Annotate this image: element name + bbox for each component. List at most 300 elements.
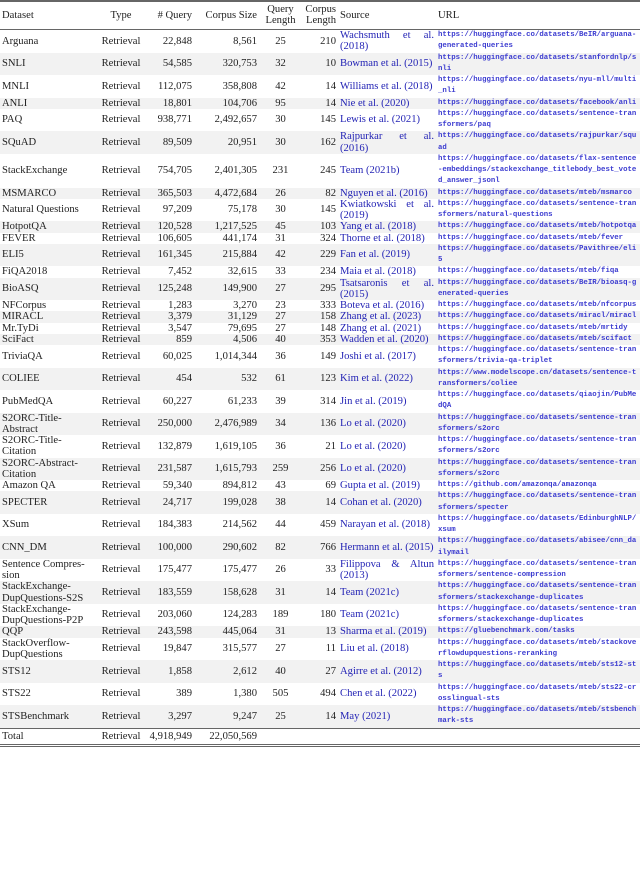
table-row — [0, 300, 640, 311]
cell-corpus-size: 2,492,657 — [214, 114, 257, 126]
cell-corpus-size: 149,900 — [222, 283, 257, 295]
cell-query-length: 25 — [275, 35, 286, 47]
cell-source-link[interactable]: Zhang et al. (2023) — [340, 311, 422, 323]
cell-url-link[interactable]: https://huggingface.co/datasets/mteb/hotpotqa — [438, 222, 637, 231]
cell-query: 859 — [176, 333, 192, 345]
cell-source-link[interactable]: Team (2021c) — [340, 586, 399, 598]
cell-query-length: 31 — [275, 586, 286, 598]
cell-url-link[interactable]: https://www.modelscope.cn/datasets/sentence-transformers/coliee — [438, 368, 637, 388]
cell-url-link[interactable]: https://huggingface.co/datasets/sentence-transformers/stackexchange-duplicates — [438, 604, 637, 624]
cell-query: 89,509 — [162, 136, 192, 148]
cell-source-link[interactable]: Bowman et al. (2015) — [340, 58, 433, 70]
cell-type: Retrieval — [101, 58, 141, 70]
cell-corpus-length: 180 — [320, 609, 336, 621]
cell-type: Retrieval — [101, 114, 141, 126]
cell-query: 54,585 — [162, 58, 192, 70]
cell-corpus-size: 20,951 — [227, 136, 257, 148]
cell-query: 184,383 — [157, 519, 192, 531]
table-row — [0, 435, 640, 458]
cell-corpus-size: 4,506 — [233, 333, 257, 345]
cell-type: Retrieval — [101, 586, 141, 598]
cell-query-length: 23 — [275, 300, 286, 311]
cell-query-length: 42 — [275, 80, 286, 92]
table-row — [0, 98, 640, 109]
cell-corpus-length: 14 — [325, 97, 336, 109]
cell-url-link[interactable]: https://huggingface.co/datasets/sentence-transformers/sentence-compression — [438, 559, 637, 579]
cell-source-link[interactable]: Team (2021b) — [340, 165, 400, 176]
cell-source-link[interactable]: Filippova & Altun (2013) — [340, 558, 434, 581]
cell-query: 938,771 — [157, 114, 192, 126]
cell-corpus-size: 79,695 — [227, 322, 257, 334]
header-query-length: Query Length — [259, 1, 302, 30]
cell-corpus-size: 2,476,989 — [214, 418, 257, 430]
table-row — [0, 683, 640, 706]
cell-dataset: NFCorpus — [2, 300, 47, 311]
cell-corpus-length: 14 — [325, 710, 336, 722]
table-row — [0, 311, 640, 322]
cell-type: Retrieval — [101, 165, 141, 176]
cell-url-link[interactable]: https://huggingface.co/datasets/mteb/fever — [438, 233, 624, 242]
table-row — [0, 581, 640, 604]
table-row — [0, 458, 640, 481]
cell-corpus-size: 290,602 — [222, 541, 257, 553]
cell-query: 161,345 — [157, 249, 192, 261]
cell-source-link[interactable]: Rajpurkar et al. (2016) — [340, 131, 434, 154]
cell-dataset: HotpotQA — [2, 221, 47, 233]
cell-url-link[interactable]: https://huggingface.co/datasets/rajpurkar/squad — [438, 132, 637, 152]
cell-query: 60,025 — [162, 350, 192, 362]
cell-dataset: STSBenchmark — [2, 710, 70, 722]
cell-url-link[interactable]: https://huggingface.co/datasets/mteb/nfcorpus — [438, 301, 637, 309]
table-row — [0, 514, 640, 537]
cell-query: 1,858 — [168, 665, 192, 677]
cell-source-link[interactable]: Boteva et al. (2016) — [340, 300, 425, 311]
cell-url-link[interactable]: https://huggingface.co/datasets/sentence-transformers/paq — [438, 109, 637, 129]
cell-url-link[interactable]: https://huggingface.co/datasets/mteb/mrtidy — [438, 323, 628, 332]
cell-dataset: S2ORC-Title-Citation — [2, 435, 62, 458]
cell-corpus-size: 104,706 — [222, 97, 257, 109]
cell-type: Retrieval — [101, 496, 141, 508]
cell-url-link[interactable]: https://huggingface.co/datasets/sentence-transformers/stackexchange-duplicates — [438, 582, 637, 602]
cell-corpus-length: 123 — [320, 373, 336, 385]
cell-dataset: MIRACL — [2, 311, 44, 323]
cell-corpus-size: 1,619,105 — [214, 440, 257, 452]
cell-source-link[interactable]: Fan et al. (2019) — [340, 249, 411, 261]
cell-corpus-length: 11 — [325, 643, 336, 655]
cell-source-link[interactable]: Team (2021c) — [340, 609, 399, 621]
cell-source-link[interactable]: Yang et al. (2018) — [340, 221, 417, 233]
cell-corpus-length: 149 — [320, 350, 336, 362]
cell-query-length: 32 — [275, 58, 286, 70]
cell-query-length: 40 — [275, 665, 286, 677]
cell-corpus-size: 158,628 — [222, 586, 257, 598]
cell-query: 454 — [176, 373, 192, 385]
cell-type: Retrieval — [101, 463, 141, 475]
cell-source-link[interactable]: Agirre et al. (2012) — [340, 665, 422, 677]
cell-query: 243,598 — [157, 626, 192, 638]
cell-query: 106,605 — [157, 232, 192, 244]
cell-query-length: 27 — [275, 643, 286, 655]
cell-source-link[interactable]: Lo et al. (2020) — [340, 418, 406, 430]
cell-query: 3,547 — [168, 322, 192, 334]
cell-source-link[interactable]: Nguyen et al. (2016) — [340, 187, 428, 199]
cell-corpus-length: 10 — [325, 58, 336, 70]
cell-corpus-size: 1,014,344 — [214, 350, 257, 362]
cell-source-link[interactable]: Gupta et al. (2019) — [340, 480, 421, 491]
cell-type: Retrieval — [101, 35, 141, 47]
table-row — [0, 30, 640, 53]
cell-source-link[interactable]: May (2021) — [340, 710, 391, 722]
cell-url-link[interactable]: https://huggingface.co/datasets/sentence-transformers/specter — [438, 492, 637, 512]
cell-type: Retrieval — [101, 643, 141, 655]
cell-source-link[interactable]: Tsatsaronis et al. (2015) — [340, 277, 434, 300]
cell-type: Retrieval — [101, 311, 141, 323]
cell-dataset: Sentence Compres- sion — [2, 558, 85, 581]
cell-url-link[interactable]: https://huggingface.co/datasets/EdinburghNLP/xsum — [438, 514, 637, 534]
cell-url-link[interactable]: https://huggingface.co/datasets/BeIR/arguana-generated-queries — [438, 31, 637, 51]
cell-type: Retrieval — [101, 418, 141, 430]
cell-query-length: 82 — [275, 541, 286, 553]
table-row — [0, 109, 640, 132]
cell-corpus-size: 124,283 — [222, 609, 257, 621]
cell-dataset: FiQA2018 — [2, 266, 48, 278]
table-row — [0, 278, 640, 301]
cell-query-length: 30 — [275, 136, 286, 148]
table-row — [0, 154, 640, 188]
cell-source-link[interactable]: Cohan et al. (2020) — [340, 496, 422, 508]
cell-corpus-size: 894,812 — [222, 480, 257, 491]
cell-url-link[interactable]: https://huggingface.co/datasets/flax-sentence-embeddings/stackexchange_titlebody_best_voted_answer_jsonl — [438, 154, 637, 186]
table-row — [0, 660, 640, 683]
header-type: Type — [96, 1, 146, 30]
cell-query-length: 27 — [275, 322, 286, 334]
cell-query: 175,477 — [157, 564, 192, 576]
cell-corpus-size: 2,612 — [233, 665, 257, 677]
total-label: Total — [0, 728, 96, 745]
cell-url-link[interactable]: https://huggingface.co/datasets/sentence-transformers/s2orc — [438, 436, 637, 456]
cell-corpus-length: 145 — [320, 204, 336, 216]
cell-url-link[interactable]: https://huggingface.co/datasets/mteb/sts12-sts — [438, 661, 637, 681]
cell-type: Retrieval — [101, 80, 141, 92]
table-row — [0, 368, 640, 391]
cell-source-link[interactable]: Narayan et al. (2018) — [340, 519, 431, 531]
cell-url-link[interactable]: https://huggingface.co/datasets/sentence-transformers/s2orc — [438, 413, 637, 433]
cell-source-link[interactable]: Wachsmuth et al. (2018) — [340, 30, 434, 53]
cell-url-link[interactable]: https://huggingface.co/datasets/mteb/fiqa — [438, 267, 619, 276]
table-row — [0, 323, 640, 334]
cell-corpus-length: 82 — [325, 187, 336, 199]
table-row — [0, 345, 640, 368]
cell-type: Retrieval — [101, 266, 141, 278]
cell-url-link[interactable]: https://huggingface.co/datasets/Pavithree/eli5 — [438, 244, 637, 264]
cell-corpus-size: 75,178 — [227, 204, 257, 216]
cell-query: 125,248 — [157, 283, 192, 295]
table-row — [0, 559, 640, 582]
cell-url-link[interactable]: https://huggingface.co/datasets/sentence-transformers/trivia-qa-triplet — [438, 346, 637, 366]
cell-query-length: 33 — [275, 266, 286, 278]
cell-query: 3,379 — [168, 311, 192, 323]
cell-query: 132,879 — [157, 440, 192, 452]
cell-corpus-length: 459 — [320, 519, 336, 531]
cell-query: 3,297 — [168, 710, 192, 722]
cell-type: Retrieval — [101, 626, 141, 638]
cell-url-link[interactable]: https://huggingface.co/datasets/mteb/msmarco — [438, 188, 632, 197]
cell-corpus-size: 215,884 — [222, 249, 257, 261]
cell-source-link[interactable]: Chen et al. (2022) — [340, 688, 417, 700]
cell-corpus-length: 333 — [320, 300, 336, 311]
cell-corpus-size: 31,129 — [227, 311, 257, 323]
cell-corpus-size: 3,270 — [233, 300, 257, 311]
table-row — [0, 480, 640, 491]
cell-corpus-size: 9,247 — [233, 710, 257, 722]
cell-type: Retrieval — [101, 564, 141, 576]
table-row — [0, 413, 640, 436]
cell-corpus-size: 445,064 — [222, 626, 257, 638]
cell-url-link[interactable]: https://huggingface.co/datasets/mteb/scifact — [438, 334, 632, 343]
cell-source-link[interactable]: Hermann et al. (2015) — [340, 541, 434, 553]
cell-source-link[interactable]: Kwiatkowski et al. (2019) — [340, 198, 434, 221]
cell-corpus-length: 353 — [320, 333, 336, 345]
table-row — [0, 626, 640, 637]
cell-corpus-length: 136 — [320, 418, 336, 430]
cell-query-length: 95 — [275, 97, 286, 109]
cell-query-length: 189 — [272, 609, 289, 621]
table-row — [0, 244, 640, 267]
cell-query: 231,587 — [157, 463, 192, 475]
cell-type: Retrieval — [101, 97, 141, 109]
table-row — [0, 188, 640, 199]
cell-url-link[interactable]: https://huggingface.co/datasets/miracl/miracl — [438, 312, 637, 321]
cell-query: 97,209 — [162, 204, 192, 216]
cell-query: 19,847 — [162, 643, 192, 655]
cell-source-link[interactable]: Williams et al. (2018) — [340, 80, 433, 92]
cell-corpus-size: 320,753 — [222, 58, 257, 70]
header-source: Source — [338, 1, 436, 30]
cell-corpus-length: 210 — [320, 35, 336, 47]
cell-corpus-length: 13 — [325, 626, 336, 638]
table-body — [0, 30, 640, 729]
cell-type: Retrieval — [101, 221, 141, 233]
table-row — [0, 390, 640, 413]
cell-query-length: 30 — [275, 204, 286, 216]
cell-corpus-size: 8,561 — [233, 35, 257, 47]
table-row — [0, 536, 640, 559]
header-row — [0, 1, 640, 30]
cell-url-link[interactable]: https://huggingface.co/datasets/abisee/cnn_dailymail — [438, 537, 637, 557]
cell-corpus-size: 1,217,525 — [214, 221, 257, 233]
cell-dataset: SciFact — [2, 333, 34, 345]
cell-corpus-length: 494 — [320, 688, 336, 700]
cell-source-link[interactable]: Maia et al. (2018) — [340, 266, 416, 278]
cell-url-link[interactable]: https://github.com/amazonqa/amazonqa — [438, 481, 597, 489]
cell-query-length: 26 — [275, 187, 286, 199]
cell-type: Retrieval — [101, 395, 141, 407]
total-corpus-size: 22,050,569 — [194, 728, 259, 745]
cell-type: Retrieval — [101, 440, 141, 452]
cell-corpus-length: 229 — [320, 249, 336, 261]
cell-query: 183,559 — [157, 586, 192, 598]
cell-dataset: StackExchange-DupQuestions-P2P — [2, 603, 84, 626]
cell-source-link[interactable]: Lo et al. (2020) — [340, 463, 406, 475]
cell-query-length: 40 — [275, 333, 286, 345]
cell-query: 250,000 — [157, 418, 192, 430]
cell-dataset: ELI5 — [2, 249, 24, 261]
cell-query-length: 44 — [275, 519, 286, 531]
cell-dataset: STS22 — [2, 688, 31, 700]
cell-type: Retrieval — [101, 609, 141, 621]
cell-dataset: Amazon QA — [2, 480, 56, 491]
cell-source-link[interactable]: Zhang et al. (2021) — [340, 322, 422, 334]
cell-url-link[interactable]: https://huggingface.co/datasets/nyu-mll/multi_nli — [438, 76, 637, 96]
cell-type: Retrieval — [101, 283, 141, 295]
cell-query-length: 43 — [275, 480, 286, 491]
header-url: URL — [436, 1, 640, 30]
table-row — [0, 266, 640, 277]
cell-corpus-length: 148 — [320, 322, 336, 334]
cell-dataset: S2ORC-Abstract-Citation — [2, 457, 78, 480]
cell-source-link[interactable]: Lewis et al. (2021) — [340, 114, 421, 126]
cell-corpus-length: 256 — [320, 463, 336, 475]
cell-source-link[interactable]: Jin et al. (2019) — [340, 395, 407, 407]
cell-dataset: CNN_DM — [2, 541, 47, 553]
cell-type: Retrieval — [101, 688, 141, 700]
table-row — [0, 199, 640, 222]
cell-corpus-size: 358,808 — [222, 80, 257, 92]
cell-url-link[interactable]: https://huggingface.co/datasets/mteb/sts22-crosslingual-sts — [438, 683, 637, 703]
table-row — [0, 53, 640, 76]
cell-type: Retrieval — [101, 333, 141, 345]
cell-query-length: 505 — [272, 688, 289, 700]
cell-query: 60,227 — [162, 395, 192, 407]
cell-query-length: 45 — [275, 221, 286, 233]
cell-corpus-size: 199,028 — [222, 496, 257, 508]
cell-corpus-length: 21 — [325, 440, 336, 452]
cell-query-length: 39 — [275, 395, 286, 407]
table-row — [0, 491, 640, 514]
cell-type: Retrieval — [101, 300, 141, 311]
cell-url-link[interactable]: https://huggingface.co/datasets/facebook/anli — [438, 98, 637, 107]
cell-type: Retrieval — [101, 322, 141, 334]
cell-type: Retrieval — [101, 665, 141, 677]
cell-query-length: 31 — [275, 232, 286, 244]
cell-corpus-length: 314 — [320, 395, 336, 407]
header-corpus-size: Corpus Size — [194, 1, 259, 30]
cell-source-link[interactable]: Liu et al. (2018) — [340, 643, 409, 655]
cell-corpus-size: 2,401,305 — [214, 165, 257, 176]
cell-type: Retrieval — [101, 519, 141, 531]
cell-query-length: 27 — [275, 311, 286, 323]
cell-corpus-length: 162 — [320, 136, 336, 148]
cell-source-link[interactable]: Kim et al. (2022) — [340, 373, 413, 385]
cell-corpus-length: 27 — [325, 665, 336, 677]
cell-type: Retrieval — [101, 541, 141, 553]
cell-query-length: 27 — [275, 283, 286, 295]
cell-source-link[interactable]: Sharma et al. (2019) — [340, 626, 427, 638]
cell-query: 754,705 — [157, 165, 192, 176]
cell-query: 203,060 — [157, 609, 192, 621]
cell-type: Retrieval — [101, 350, 141, 362]
cell-corpus-length: 14 — [325, 586, 336, 598]
cell-type: Retrieval — [101, 710, 141, 722]
cell-corpus-size: 32,615 — [227, 266, 257, 278]
cell-dataset: PAQ — [2, 114, 23, 126]
cell-corpus-size: 532 — [241, 373, 257, 385]
cell-dataset: STS12 — [2, 665, 31, 677]
cell-dataset: Natural Questions — [2, 204, 79, 216]
cell-url-link[interactable]: https://huggingface.co/datasets/BeIR/bioasq-generated-queries — [438, 278, 637, 298]
cell-url-link[interactable]: https://huggingface.co/datasets/stanfordnlp/snli — [438, 53, 637, 73]
cell-corpus-length: 14 — [325, 496, 336, 508]
total-query: 4,918,949 — [146, 728, 194, 745]
cell-query-length: 231 — [272, 165, 289, 176]
cell-dataset: StackExchange — [2, 165, 68, 176]
cell-corpus-length: 103 — [320, 221, 336, 233]
cell-dataset: SPECTER — [2, 496, 48, 508]
table-row — [0, 638, 640, 661]
cell-url-link[interactable]: https://huggingface.co/datasets/sentence-transformers/s2orc — [438, 458, 637, 478]
cell-corpus-length: 245 — [320, 165, 336, 176]
cell-dataset: TriviaQA — [2, 350, 43, 362]
cell-dataset: COLIEE — [2, 373, 40, 385]
cell-query: 365,503 — [157, 187, 192, 199]
cell-url-link[interactable]: https://gluebenchmark.com/tasks — [438, 627, 575, 636]
cell-corpus-length: 234 — [320, 266, 336, 278]
cell-query-length: 38 — [275, 496, 286, 508]
cell-query-length: 61 — [275, 373, 286, 385]
cell-dataset: SNLI — [2, 58, 26, 70]
table-row — [0, 75, 640, 98]
cell-dataset: StackExchange-DupQuestions-S2S — [2, 581, 84, 604]
cell-source-link[interactable]: Thorne et al. (2018) — [340, 232, 425, 244]
cell-dataset: SQuAD — [2, 136, 37, 148]
table-row — [0, 604, 640, 627]
cell-type: Retrieval — [101, 136, 141, 148]
cell-query: 22,848 — [162, 35, 192, 47]
cell-source-link[interactable]: Nie et al. (2020) — [340, 97, 410, 109]
cell-url-link[interactable]: https://huggingface.co/datasets/mteb/stackoverflowdupquestions-reranking — [438, 638, 637, 658]
cell-url-link[interactable]: https://huggingface.co/datasets/qiaojin/PubMedQA — [438, 391, 637, 411]
cell-query: 120,528 — [157, 221, 192, 233]
table-row — [0, 221, 640, 232]
cell-corpus-size: 4,472,684 — [214, 187, 257, 199]
cell-query-length: 26 — [275, 564, 286, 576]
cell-type: Retrieval — [101, 232, 141, 244]
cell-corpus-length: 158 — [320, 311, 336, 323]
cell-url-link[interactable]: https://huggingface.co/datasets/mteb/stsbenchmark-sts — [438, 706, 637, 726]
table-row — [0, 705, 640, 728]
table-row — [0, 131, 640, 154]
cell-query: 18,801 — [162, 97, 192, 109]
cell-corpus-length: 69 — [325, 480, 336, 491]
cell-corpus-size: 214,562 — [222, 519, 257, 531]
cell-corpus-size: 315,577 — [222, 643, 257, 655]
total-row — [0, 728, 640, 745]
header-corpus-length: Corpus Length — [302, 1, 338, 30]
cell-url-link[interactable]: https://huggingface.co/datasets/sentence-transformers/natural-questions — [438, 199, 637, 219]
cell-dataset: StackOverflow-DupQuestions — [2, 637, 70, 660]
cell-corpus-length: 324 — [320, 232, 336, 244]
cell-query: 7,452 — [168, 266, 192, 278]
cell-corpus-size: 61,233 — [227, 395, 257, 407]
cell-source-link[interactable]: Lo et al. (2020) — [340, 440, 406, 452]
cell-query-length: 36 — [275, 440, 286, 452]
cell-source-link[interactable]: Wadden et al. (2020) — [340, 333, 429, 345]
cell-corpus-length: 295 — [320, 283, 336, 295]
cell-type: Retrieval — [101, 249, 141, 261]
cell-query: 112,075 — [157, 80, 192, 92]
cell-corpus-size: 1,615,793 — [214, 463, 257, 475]
cell-source-link[interactable]: Joshi et al. (2017) — [340, 350, 416, 362]
